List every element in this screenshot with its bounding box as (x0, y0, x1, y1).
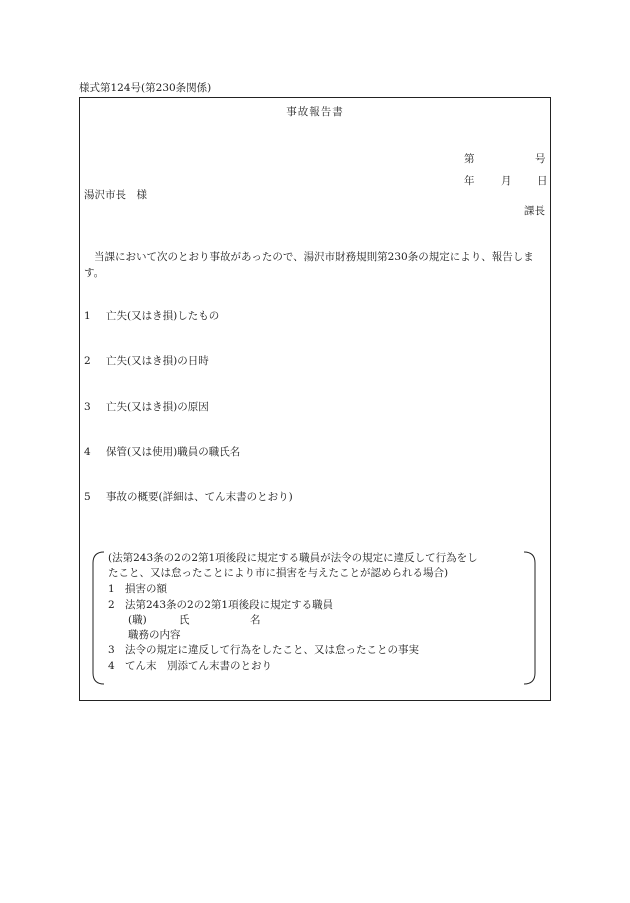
reporter-title: 課長 (524, 205, 545, 217)
bracket-sub-item-number: 2 (108, 599, 115, 611)
list-item (84, 401, 209, 414)
item-number: 2 (84, 355, 91, 367)
bracket-sub-item-label: てん末 別添てん末書のとおり (125, 660, 272, 672)
date-month-label: 月 (501, 175, 512, 187)
addressee: 湯沢市長 様 (84, 189, 147, 201)
item-label: 亡失(又はき損)したもの (106, 310, 220, 322)
item-label: 亡失(又はき損)の原因 (106, 401, 209, 413)
duty-label: 職務の内容 (128, 629, 181, 641)
item-label: 保管(又は使用)職員の職氏名 (106, 446, 241, 458)
body-text: 当課において次のとおり事故があったので、湯沢市財務規則第230条の規定により、報告します。 (84, 251, 534, 279)
date-year-label: 年 (464, 175, 475, 187)
name-label-first: 氏 (179, 614, 190, 626)
item-number: 4 (84, 446, 91, 458)
bracket-condition-line2: たこと、又は怠ったことにより市に損害を与えたことが認められる場合) (108, 567, 449, 579)
conditional-bracket-section (92, 551, 536, 685)
bracket-condition-line1: (法第243条の2の2第1項後段に規定する職員が法令の規定に違反して行為をし (108, 552, 478, 564)
list-item (84, 310, 219, 323)
name-label-second: 名 (250, 614, 261, 626)
item-label: 事故の概要(詳細は、てん末書のとおり) (106, 491, 293, 503)
number-suffix: 号 (535, 153, 546, 165)
bracket-sub-item-label: 法令の規定に違反して行為をしたこと、又は怠ったことの事実 (125, 644, 419, 656)
bracket-sub-item-number: 3 (108, 644, 115, 656)
item-number: 3 (84, 401, 91, 413)
date-day-label: 日 (537, 175, 548, 187)
item-label: 亡失(又はき損)の日時 (106, 355, 209, 367)
bracket-sub-item-label: 損害の額 (125, 583, 167, 595)
bracket-sub-item-number: 1 (108, 583, 115, 595)
document-title: 事故報告書 (286, 106, 344, 118)
item-number: 1 (84, 310, 91, 322)
list-item (84, 446, 240, 459)
number-prefix: 第 (464, 153, 475, 165)
role-label: (職) (128, 614, 147, 626)
list-item (84, 491, 293, 504)
list-item (84, 355, 209, 368)
item-number: 5 (84, 491, 91, 503)
bracket-sub-item-number: 4 (108, 660, 115, 672)
form-caption: 様式第124号(第230条関係) (79, 82, 212, 94)
bracket-sub-item-label: 法第243条の2の2第1項後段に規定する職員 (125, 599, 334, 611)
